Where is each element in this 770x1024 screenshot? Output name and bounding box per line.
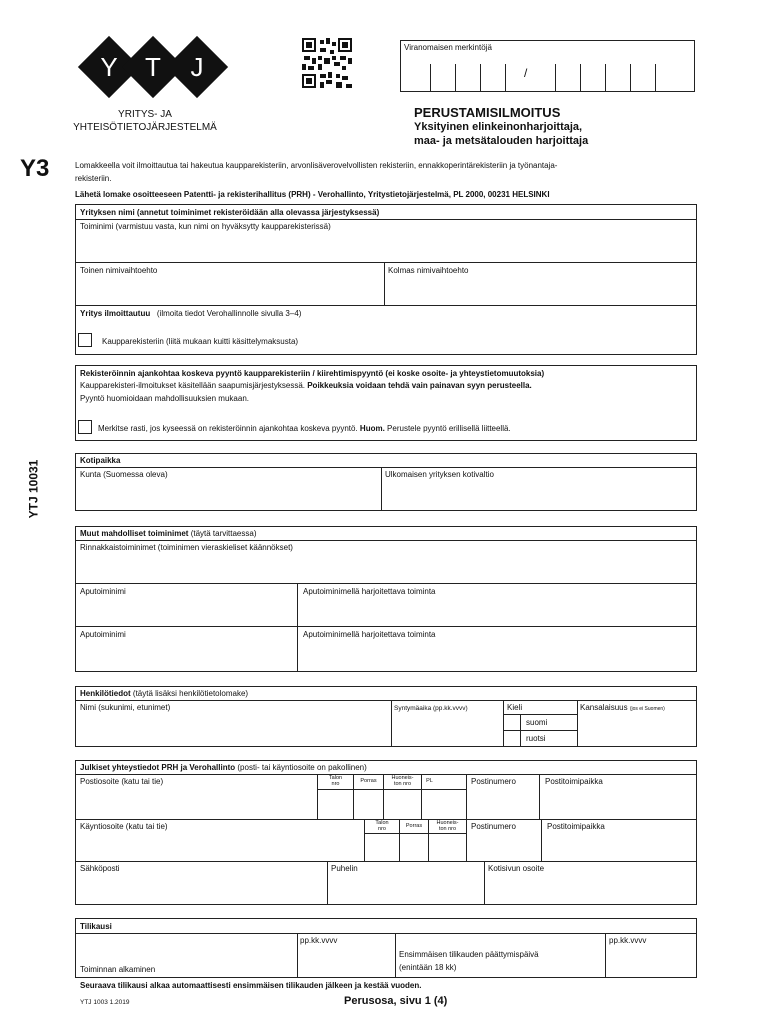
s7-date-label-2: pp.kk.vvvv xyxy=(609,936,647,945)
kaupparekisteri-checkbox[interactable] xyxy=(78,333,92,347)
s6-porras-label-2: Porras xyxy=(405,823,423,829)
s7-date-label-1: pp.kk.vvvv xyxy=(300,936,338,945)
s3-title: Kotipaikka xyxy=(80,456,121,465)
s4-title xyxy=(80,529,257,539)
divider xyxy=(317,789,466,790)
authority-label: Viranomaisen merkintöjä xyxy=(404,43,492,52)
s5-kieli-label: Kieli xyxy=(507,703,523,712)
s6-kaynti-label: Käyntiosoite (katu tai tie) xyxy=(80,822,168,831)
divider xyxy=(520,714,521,747)
s6-huon-label-1 xyxy=(384,775,421,787)
s2-title: Rekisteröinnin ajankohtaa koskeva pyyntö kaupparekisteriin / kiirehtimispyyntö (ei koske osoite- ja yhteystietomuutoksia) xyxy=(80,369,545,378)
s6-huon-label-2 xyxy=(429,820,466,832)
s6-huon-2b: ton nro xyxy=(438,826,457,832)
s7-ens-label-1: Ensimmäisen tilikauden päättymispäivä xyxy=(399,950,539,959)
s1-ilm-bold: Yritys ilmoittautuu xyxy=(80,309,151,318)
logo-letter-t: T xyxy=(145,52,161,82)
s6-postitoimipaikka-label-1: Postitoimipaikka xyxy=(545,777,603,786)
suomi-checkbox[interactable] xyxy=(504,715,519,729)
s1-toiminimi-label: Toiminimi (varmistuu vasta, kun nimi on hyväksytty kaupparekisterissä) xyxy=(80,222,331,231)
form-subtitle-1: Yksityinen elinkeinonharjoittaja, xyxy=(414,121,583,133)
kayntiosoite-input[interactable] xyxy=(76,834,363,860)
s6-sahkoposti-label: Sähköposti xyxy=(80,864,120,873)
s6-postinumero-label-2: Postinumero xyxy=(471,822,516,831)
intro-address: Lähetä lomake osoitteeseen Patentti- ja rekisterihallitus (PRH) - Verohallinto, Yritystietojärjestelmä, PL 2000, 00231 HELSINKI xyxy=(75,190,550,199)
toinen-nimi-input[interactable] xyxy=(76,277,383,304)
divider xyxy=(364,833,466,834)
divider xyxy=(395,933,396,978)
toiminnan-alkaminen-input[interactable] xyxy=(298,947,394,977)
s2-line-2 xyxy=(80,381,532,391)
s6-puhelin-label: Puhelin xyxy=(331,864,358,873)
aputoiminimi-1-input[interactable] xyxy=(76,598,296,625)
s5-title-rest: (täytä lisäksi henkilötietolomake) xyxy=(132,689,249,698)
authority-slash: / xyxy=(524,66,528,80)
authority-tick xyxy=(480,64,481,91)
s6-title xyxy=(80,763,367,773)
kotivaltio-input[interactable] xyxy=(382,482,696,510)
footer-code: YTJ 1003 1.2019 xyxy=(80,999,130,1006)
tilikauden-paattymispaiva-input[interactable] xyxy=(606,947,696,977)
s1-title: Yrityksen nimi (annetut toiminimet rekisteröidään alla olevassa järjestyksessä) xyxy=(80,208,380,217)
syntymaaika-input[interactable] xyxy=(392,715,502,746)
form-title: PERUSTAMISILMOITUS xyxy=(414,105,561,120)
s5-suomi-label: suomi xyxy=(526,718,548,727)
postitoimipaikka-2-input[interactable] xyxy=(542,834,696,860)
nimi-input[interactable] xyxy=(76,715,390,746)
divider xyxy=(317,774,318,819)
authority-tick xyxy=(555,64,556,91)
divider xyxy=(466,774,467,819)
s1-kaupparekisteri-label: Kaupparekisteriin (liitä mukaan kuitti käsittelymaksusta) xyxy=(102,337,299,346)
authority-tick xyxy=(430,64,431,91)
logo-text xyxy=(70,108,220,134)
s2-check-b: Huom. xyxy=(359,424,385,433)
s4-title-rest: (täytä tarvittaessa) xyxy=(190,529,257,538)
intro-line-1: Lomakkeella voit ilmoittautua tai hakeutua kaupparekisteriin, arvonlisäverovelvollisten rekisteriin, ennakkoperintärekisteriin ja työnantaja- xyxy=(75,161,558,170)
form-subtitle-2: maa- ja metsätalouden harjoittaja xyxy=(414,135,589,147)
divider xyxy=(75,626,697,627)
s6-title-rest: (posti- tai käyntiosoite on pakollinen) xyxy=(237,763,367,772)
divider xyxy=(75,700,697,701)
s7-alkaminen-label: Toiminnan alkaminen xyxy=(80,965,156,974)
registration-request-checkbox[interactable] xyxy=(78,420,92,434)
footer-page: Perusosa, sivu 1 (4) xyxy=(344,995,448,1007)
divider xyxy=(75,540,697,541)
authority-tick xyxy=(505,64,506,91)
s6-porras-label-1: Porras xyxy=(360,778,377,784)
authority-tick xyxy=(455,64,456,91)
divider xyxy=(75,861,697,862)
aputoiminimi-2-input[interactable] xyxy=(76,641,296,671)
s6-huon-2a: Huoneis- xyxy=(436,820,459,826)
puhelin-input[interactable] xyxy=(328,876,483,904)
s6-postitoimipaikka-label-2: Postitoimipaikka xyxy=(547,822,605,831)
aputoiminimi-1-toiminta-input[interactable] xyxy=(298,598,696,625)
s4-apu-toim-label-2: Aputoiminimellä harjoitettava toiminta xyxy=(303,630,436,639)
form-code: Y3 xyxy=(20,155,50,182)
kolmas-nimi-input[interactable] xyxy=(385,277,696,304)
kansalaisuus-input[interactable] xyxy=(578,715,696,746)
s4-apu-label-2: Aputoiminimi xyxy=(80,630,126,639)
s6-talon-1a: Talon xyxy=(328,775,343,781)
s1-kolmas-label: Kolmas nimivaihtoehto xyxy=(388,266,469,275)
s7-title: Tilikausi xyxy=(80,922,112,931)
s2-line-3: Pyyntö huomioidaan mahdollisuuksien mukaan. xyxy=(80,394,249,403)
divider xyxy=(75,467,697,468)
s2-line-2-bold: Poikkeuksia voidaan tehdä vain painavan syyn perusteella. xyxy=(307,381,532,390)
authority-tick xyxy=(605,64,606,91)
s6-posti-label: Postiosoite (katu tai tie) xyxy=(80,777,164,786)
s2-check-c: Perustele pyyntö erillisellä liitteellä. xyxy=(387,424,511,433)
qr-code-icon xyxy=(302,38,352,88)
s5-kans-label xyxy=(580,703,665,714)
s6-huon-1b: ton nro xyxy=(393,781,412,787)
postitoimipaikka-1-input[interactable] xyxy=(540,790,696,818)
s4-apu-toim-label-1: Aputoiminimellä harjoitettava toiminta xyxy=(303,587,436,596)
s5-kans-note: (jos ei Suomen) xyxy=(629,706,665,712)
logo-line-1: YRITYS- JA xyxy=(118,109,172,120)
s4-apu-label-1: Aputoiminimi xyxy=(80,587,126,596)
logo-letter-j: J xyxy=(190,52,204,82)
divider xyxy=(75,262,697,263)
s5-kans: Kansalaisuus xyxy=(580,703,628,712)
aputoiminimi-2-toiminta-input[interactable] xyxy=(298,641,696,671)
s6-postinumero-label-1: Postinumero xyxy=(471,777,516,786)
s2-check-label xyxy=(98,424,511,434)
authority-tick xyxy=(580,64,581,91)
sahkoposti-input[interactable] xyxy=(76,876,326,904)
s1-ilmoittautuu xyxy=(80,309,301,319)
divider xyxy=(75,583,697,584)
logo-line-2: YHTEISÖTIETOJÄRJESTELMÄ xyxy=(73,122,217,133)
s4-title-bold: Muut mahdolliset toiminimet xyxy=(80,529,189,538)
s4-rinnakkais-label: Rinnakkaistoiminimet (toiminimen vieraskieliset käännökset) xyxy=(80,543,293,552)
footer-note: Seuraava tilikausi alkaa automaattisesti ensimmäisen tilikauden jälkeen ja kestää vuoden. xyxy=(80,981,422,990)
intro-line-2: rekisteriin. xyxy=(75,174,112,183)
postiosoite-input[interactable] xyxy=(76,790,316,818)
s6-talon-2a: Talon xyxy=(375,820,389,826)
kotisivu-input[interactable] xyxy=(485,876,696,904)
s5-ruotsi-label: ruotsi xyxy=(526,734,546,743)
divider xyxy=(75,219,697,220)
s5-synt-label: Syntymäaika (pp.kk.vvvv) xyxy=(394,705,468,712)
divider xyxy=(466,819,467,861)
s6-title-bold: Julkiset yhteystiedot PRH ja Verohallinto xyxy=(80,763,236,772)
ruotsi-checkbox[interactable] xyxy=(504,731,519,746)
s2-check-a: Merkitse rasti, jos kyseessä on rekisteröinnin ajankohtaa koskeva pyyntö. xyxy=(98,424,358,433)
s2-line-2-normal: Kaupparekisteri-ilmoitukset käsitellään saapumisjärjestyksessä. xyxy=(80,381,305,390)
side-code: YTJ 10031 xyxy=(26,459,41,519)
logo-letter-y: Y xyxy=(100,52,118,82)
s6-talon-label-2 xyxy=(365,820,399,832)
s3-kunta-label: Kunta (Suomessa oleva) xyxy=(80,470,168,479)
s5-nimi-label: Nimi (sukunimi, etunimet) xyxy=(80,703,171,712)
s6-talon-label-1 xyxy=(319,775,352,787)
s1-ilm-rest: (ilmoita tiedot Verohallinnolle sivulla 3–4) xyxy=(156,309,302,318)
kunta-input[interactable] xyxy=(76,482,380,510)
authority-tick xyxy=(630,64,631,91)
s1-toinen-label: Toinen nimivaihtoehto xyxy=(80,266,158,275)
s6-talon-1b: nro xyxy=(331,781,340,787)
s6-talon-2b: nro xyxy=(378,826,386,832)
s6-kotisivu-label: Kotisivun osoite xyxy=(488,864,545,873)
toiminimi-input[interactable] xyxy=(76,234,696,261)
divider xyxy=(75,933,697,934)
s6-huon-1a: Huoneis- xyxy=(391,775,414,781)
s3-ulko-label: Ulkomaisen yrityksen kotivaltio xyxy=(385,470,494,479)
divider xyxy=(75,305,697,306)
s5-title-bold: Henkilötiedot xyxy=(80,689,131,698)
s7-ens-label-2: (enintään 18 kk) xyxy=(399,963,457,972)
s6-pl-label: PL xyxy=(426,778,433,784)
authority-tick xyxy=(655,64,656,91)
rinnakkaistoiminimet-input[interactable] xyxy=(76,555,696,582)
s5-title xyxy=(80,689,248,699)
